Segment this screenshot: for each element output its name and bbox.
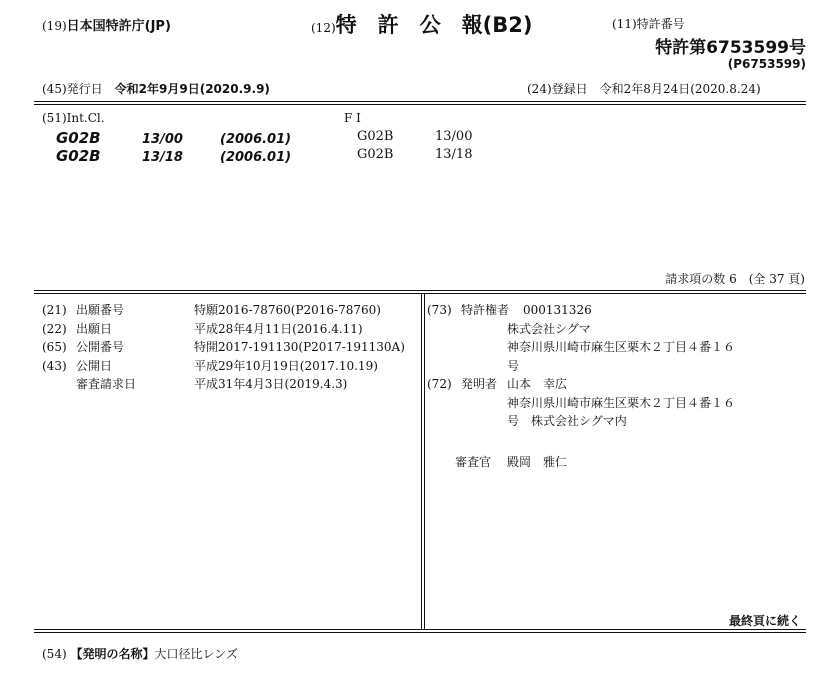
intcl-code: (51) <box>42 111 67 125</box>
bib-column-divider <box>421 293 425 629</box>
ipc-version: (2006.01) <box>220 132 292 147</box>
office-name: 日本国特許庁(JP) <box>66 19 171 34</box>
patent-number: 特許第6753599号 <box>655 38 806 58</box>
header-office <box>42 15 171 34</box>
pub-type-code: (12) <box>311 21 336 35</box>
ipc-class: G02B <box>56 129 101 147</box>
title-label: 【発明の名称】 <box>70 647 155 661</box>
reg-date-label: 登録日 <box>551 82 588 96</box>
ipc-class: G02B <box>56 147 101 165</box>
inventor-address-line1: 神奈川県川崎市麻生区栗木２丁目４番１６ <box>507 395 736 410</box>
fi-class: G02B <box>357 129 394 144</box>
fi-label: F I <box>344 111 361 125</box>
issue-date-label: 発行日 <box>66 82 103 96</box>
fi-row-2 <box>357 147 472 162</box>
header-divider <box>34 101 806 105</box>
fi-group: 13/00 <box>435 129 473 144</box>
bib-bottom-divider <box>34 629 806 633</box>
ipc-group: 13/18 <box>142 150 183 165</box>
continued-note: 最終頁に続く <box>728 614 801 628</box>
publication-type <box>311 9 532 39</box>
registration-date <box>527 80 761 97</box>
inventor: (72) 発明者 山本 幸広 <box>427 377 568 391</box>
intcl-label: Int.Cl. <box>66 111 105 125</box>
spacer <box>427 431 735 453</box>
title-value: 大口径比レンズ <box>154 647 238 661</box>
examiner: 審査官 殿岡 雅仁 <box>455 454 568 469</box>
office-code: (19) <box>42 19 67 33</box>
patent-number-alt: (P6753599) <box>727 57 806 71</box>
patent-number-header <box>612 15 685 32</box>
issue-date-value: 令和2年9月9日(2020.9.9) <box>114 82 270 96</box>
reg-date-value: 令和2年8月24日(2020.8.24) <box>599 82 761 96</box>
intcl-heading <box>42 111 105 125</box>
pub-type-title: 特 許 公 報 <box>335 13 483 37</box>
class-row-1 <box>56 128 291 147</box>
issue-date <box>42 80 270 97</box>
bib-left-column <box>42 301 405 394</box>
holder-address-line1: 神奈川県川崎市麻生区栗木２丁目４番１６ <box>507 340 736 354</box>
patent-no-code: (11) <box>612 17 637 31</box>
bib-row-application-no: (21) 出願番号 特願2016-78760(P2016-78760) <box>42 303 381 317</box>
fi-row-1 <box>357 129 472 144</box>
holder-address-line2: 号 <box>507 358 520 373</box>
pub-type-kind: (B2) <box>482 13 533 37</box>
bib-row-exam-request-date: 審査請求日 平成31年4月3日(2019.4.3) <box>76 377 348 391</box>
title-code: (54) <box>42 647 67 661</box>
invention-title <box>42 645 238 662</box>
class-row-2 <box>56 146 291 165</box>
bib-right-column <box>427 301 735 471</box>
bib-top-divider <box>34 290 806 294</box>
holder-name: 株式会社シグマ <box>507 321 591 336</box>
issue-date-code: (45) <box>42 82 67 96</box>
claims-count: 請求項の数 6 (全 37 頁) <box>665 272 805 286</box>
inventor-address-line2: 号 株式会社シグマ内 <box>507 414 627 428</box>
patent-no-label: 特許番号 <box>636 17 685 31</box>
ipc-group: 13/00 <box>142 132 183 147</box>
bib-row-application-date: (22) 出願日 平成28年4月11日(2016.4.11) <box>42 321 363 336</box>
reg-date-code: (24) <box>527 82 552 96</box>
ipc-version: (2006.01) <box>220 150 292 165</box>
fi-group: 13/18 <box>435 147 473 162</box>
fi-class: G02B <box>357 147 394 162</box>
patent-holder: (73) 特許権者 000131326 <box>427 303 592 317</box>
bib-row-publication-no: (65) 公開番号 特開2017-191130(P2017-191130A) <box>42 340 405 354</box>
bib-row-publication-date: (43) 公開日 平成29年10月19日(2017.10.19) <box>42 358 378 373</box>
